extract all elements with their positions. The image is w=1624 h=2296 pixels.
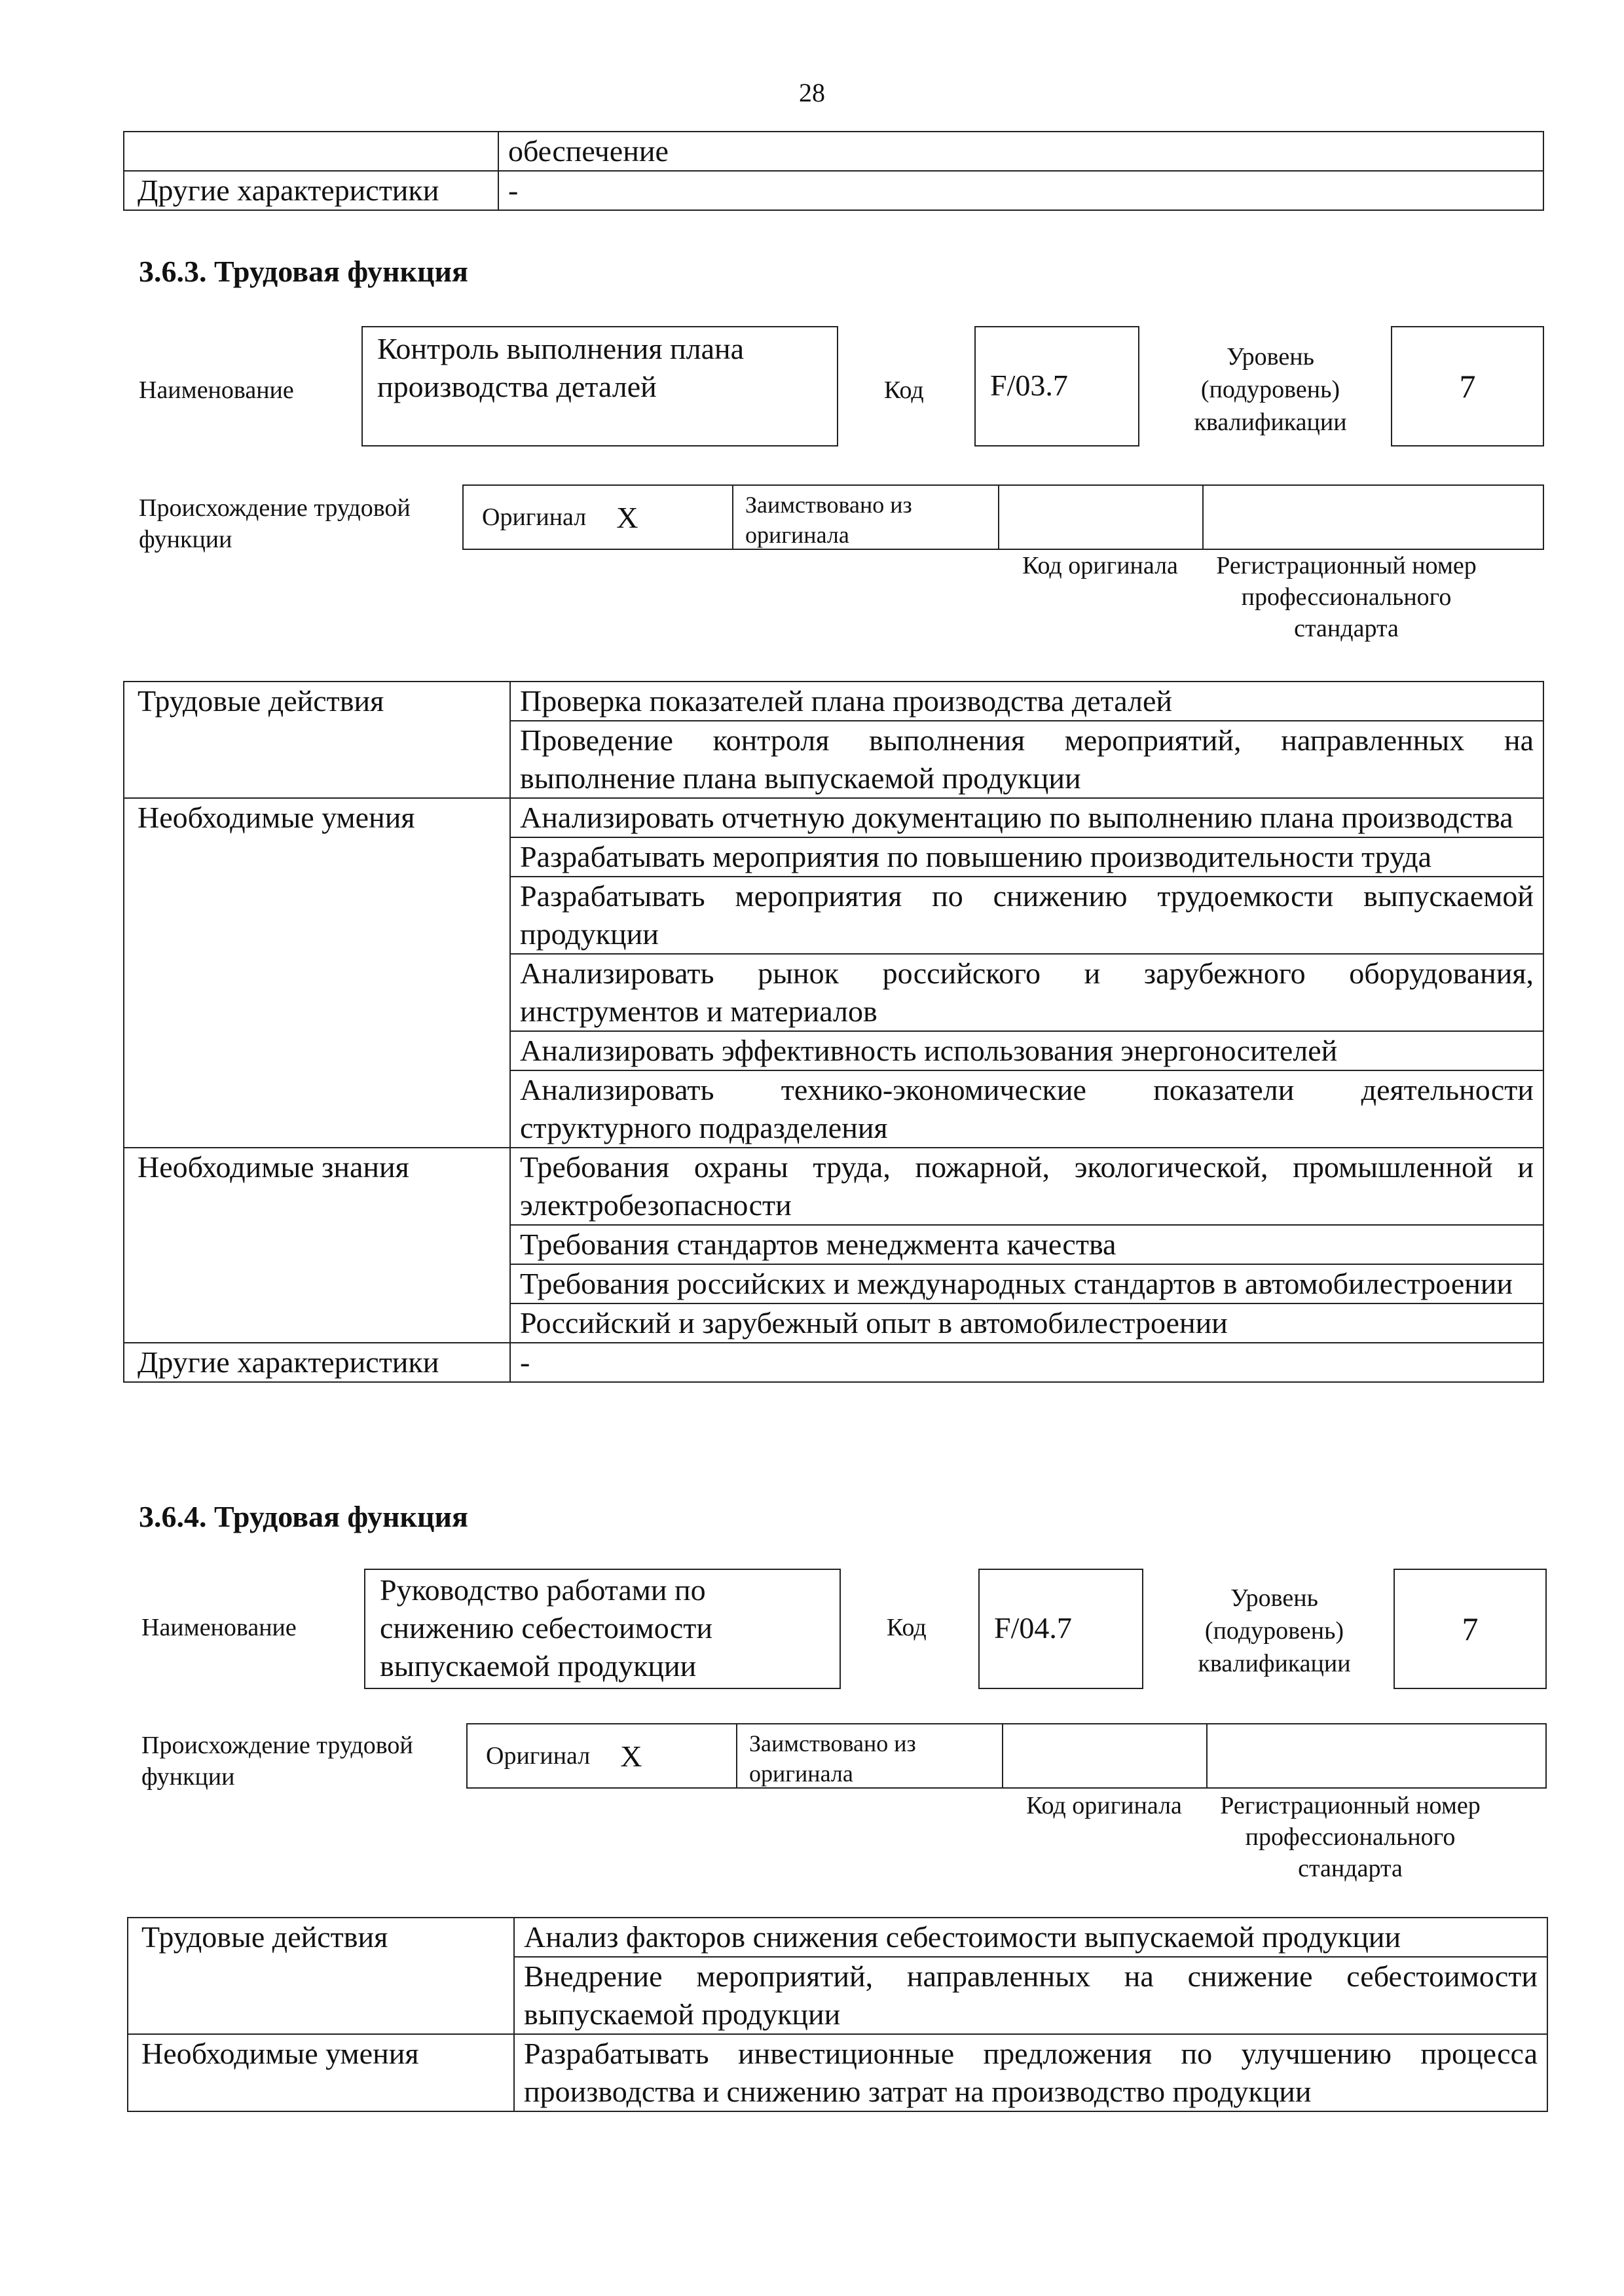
level-box bbox=[1393, 1569, 1547, 1689]
origin-label: Происхождение трудовой функции bbox=[139, 494, 411, 553]
table-cell: Требования российских и международных стандартов в автомобилестроении bbox=[510, 1264, 1543, 1303]
table-cell: Требования охраны труда, пожарной, экологической, промышленной и электробезопасности bbox=[510, 1148, 1543, 1225]
row-label bbox=[124, 132, 498, 171]
original-mark: X bbox=[620, 1739, 642, 1773]
reg-number-cell bbox=[1208, 1724, 1545, 1787]
table-row bbox=[124, 171, 1543, 210]
table-row bbox=[128, 1918, 1547, 1957]
row-value: - bbox=[498, 171, 1543, 210]
code-box: F/03.7 bbox=[974, 326, 1139, 446]
continuation-table bbox=[123, 131, 1544, 211]
table-cell: Анализировать рынок российского и зарубежного оборудования, инструментов и материалов bbox=[510, 954, 1543, 1031]
table-row bbox=[124, 1148, 1543, 1225]
name-label: Наименование bbox=[139, 376, 294, 404]
original-mark: X bbox=[616, 500, 638, 534]
table-cell: Требования стандартов менеджмента качества bbox=[510, 1225, 1543, 1264]
table-cell: Разрабатывать инвестиционные предложения по улучшению процесса производства и снижению затрат на производство продукции bbox=[514, 2034, 1547, 2111]
borrowed-cell bbox=[733, 486, 999, 549]
group-label: Необходимые умения bbox=[128, 2034, 514, 2111]
code-original-caption: Код оригинала bbox=[1026, 1792, 1182, 1819]
section-heading-363: 3.6.3. Трудовая функция bbox=[139, 255, 468, 288]
origin-label: Происхождение трудовой функции bbox=[141, 1732, 413, 1791]
level-box bbox=[1391, 326, 1544, 446]
code-original-cell bbox=[999, 486, 1204, 549]
table-row bbox=[124, 1343, 1543, 1382]
level-label: Уровень (подуровень) квалификации bbox=[1194, 343, 1347, 436]
table-row bbox=[128, 2034, 1547, 2111]
reg-number-caption: Регистрационный номер профессионального стандарта bbox=[1216, 552, 1477, 642]
table-cell: Проведение контроля выполнения мероприятий, направленных на выполнение плана выпускаемой продукции bbox=[510, 721, 1543, 798]
original-cell bbox=[464, 486, 733, 549]
table-cell: Разрабатывать мероприятия по повышению производительности труда bbox=[510, 837, 1543, 877]
row-value: обеспечение bbox=[498, 132, 1543, 171]
table-row bbox=[124, 798, 1543, 837]
table-cell: Анализировать эффективность использования энергоносителей bbox=[510, 1031, 1543, 1070]
name-label: Наименование bbox=[141, 1614, 297, 1641]
table-cell: Анализировать технико-экономические показатели деятельности структурного подразделения bbox=[510, 1070, 1543, 1148]
table-row bbox=[124, 132, 1543, 171]
code-label: Код bbox=[887, 1614, 927, 1641]
level-value: 7 bbox=[1459, 368, 1476, 405]
row-label: Другие характеристики bbox=[124, 171, 498, 210]
origin-row bbox=[466, 1723, 1547, 1789]
group-label: Трудовые действия bbox=[128, 1918, 514, 2034]
function-table-363 bbox=[123, 681, 1544, 1383]
level-label: Уровень (подуровень) квалификации bbox=[1198, 1584, 1351, 1677]
section-heading-364: 3.6.4. Трудовая функция bbox=[139, 1500, 468, 1533]
table-cell: - bbox=[510, 1343, 1543, 1382]
group-label: Трудовые действия bbox=[124, 682, 510, 798]
group-label: Необходимые знания bbox=[124, 1148, 510, 1343]
original-label: Оригинал bbox=[486, 1742, 591, 1770]
table-row bbox=[124, 682, 1543, 721]
table-cell: Разрабатывать мероприятия по снижению трудоемкости выпускаемой продукции bbox=[510, 877, 1543, 954]
table-cell: Российский и зарубежный опыт в автомобилестроении bbox=[510, 1303, 1543, 1343]
reg-number-cell bbox=[1204, 486, 1543, 549]
code-original-cell bbox=[1003, 1724, 1208, 1787]
function-table-364 bbox=[127, 1917, 1548, 2112]
level-value: 7 bbox=[1462, 1611, 1479, 1647]
original-cell bbox=[468, 1724, 737, 1787]
borrowed-label: Заимствовано из оригинала bbox=[749, 1730, 916, 1787]
group-label: Необходимые умения bbox=[124, 798, 510, 1148]
table-cell: Анализ факторов снижения себестоимости выпускаемой продукции bbox=[514, 1918, 1547, 1957]
original-label: Оригинал bbox=[482, 503, 587, 531]
origin-row bbox=[462, 484, 1544, 550]
code-box: F/04.7 bbox=[978, 1569, 1143, 1689]
borrowed-cell bbox=[737, 1724, 1003, 1787]
table-cell: Анализировать отчетную документацию по выполнению плана производства bbox=[510, 798, 1543, 837]
page-number: 28 bbox=[799, 78, 825, 107]
reg-number-caption: Регистрационный номер профессионального стандарта bbox=[1220, 1792, 1481, 1882]
function-name-box: Руководство работами по снижению себестоимости выпускаемой продукции bbox=[364, 1569, 841, 1689]
code-original-caption: Код оригинала bbox=[1022, 552, 1178, 579]
function-name-box: Контроль выполнения плана производства деталей bbox=[361, 326, 838, 446]
table-cell: Проверка показателей плана производства деталей bbox=[510, 682, 1543, 721]
code-label: Код bbox=[884, 376, 924, 404]
table-cell: Внедрение мероприятий, направленных на снижение себестоимости выпускаемой продукции bbox=[514, 1957, 1547, 2034]
borrowed-label: Заимствовано из оригинала bbox=[745, 492, 912, 548]
group-label: Другие характеристики bbox=[124, 1343, 510, 1382]
